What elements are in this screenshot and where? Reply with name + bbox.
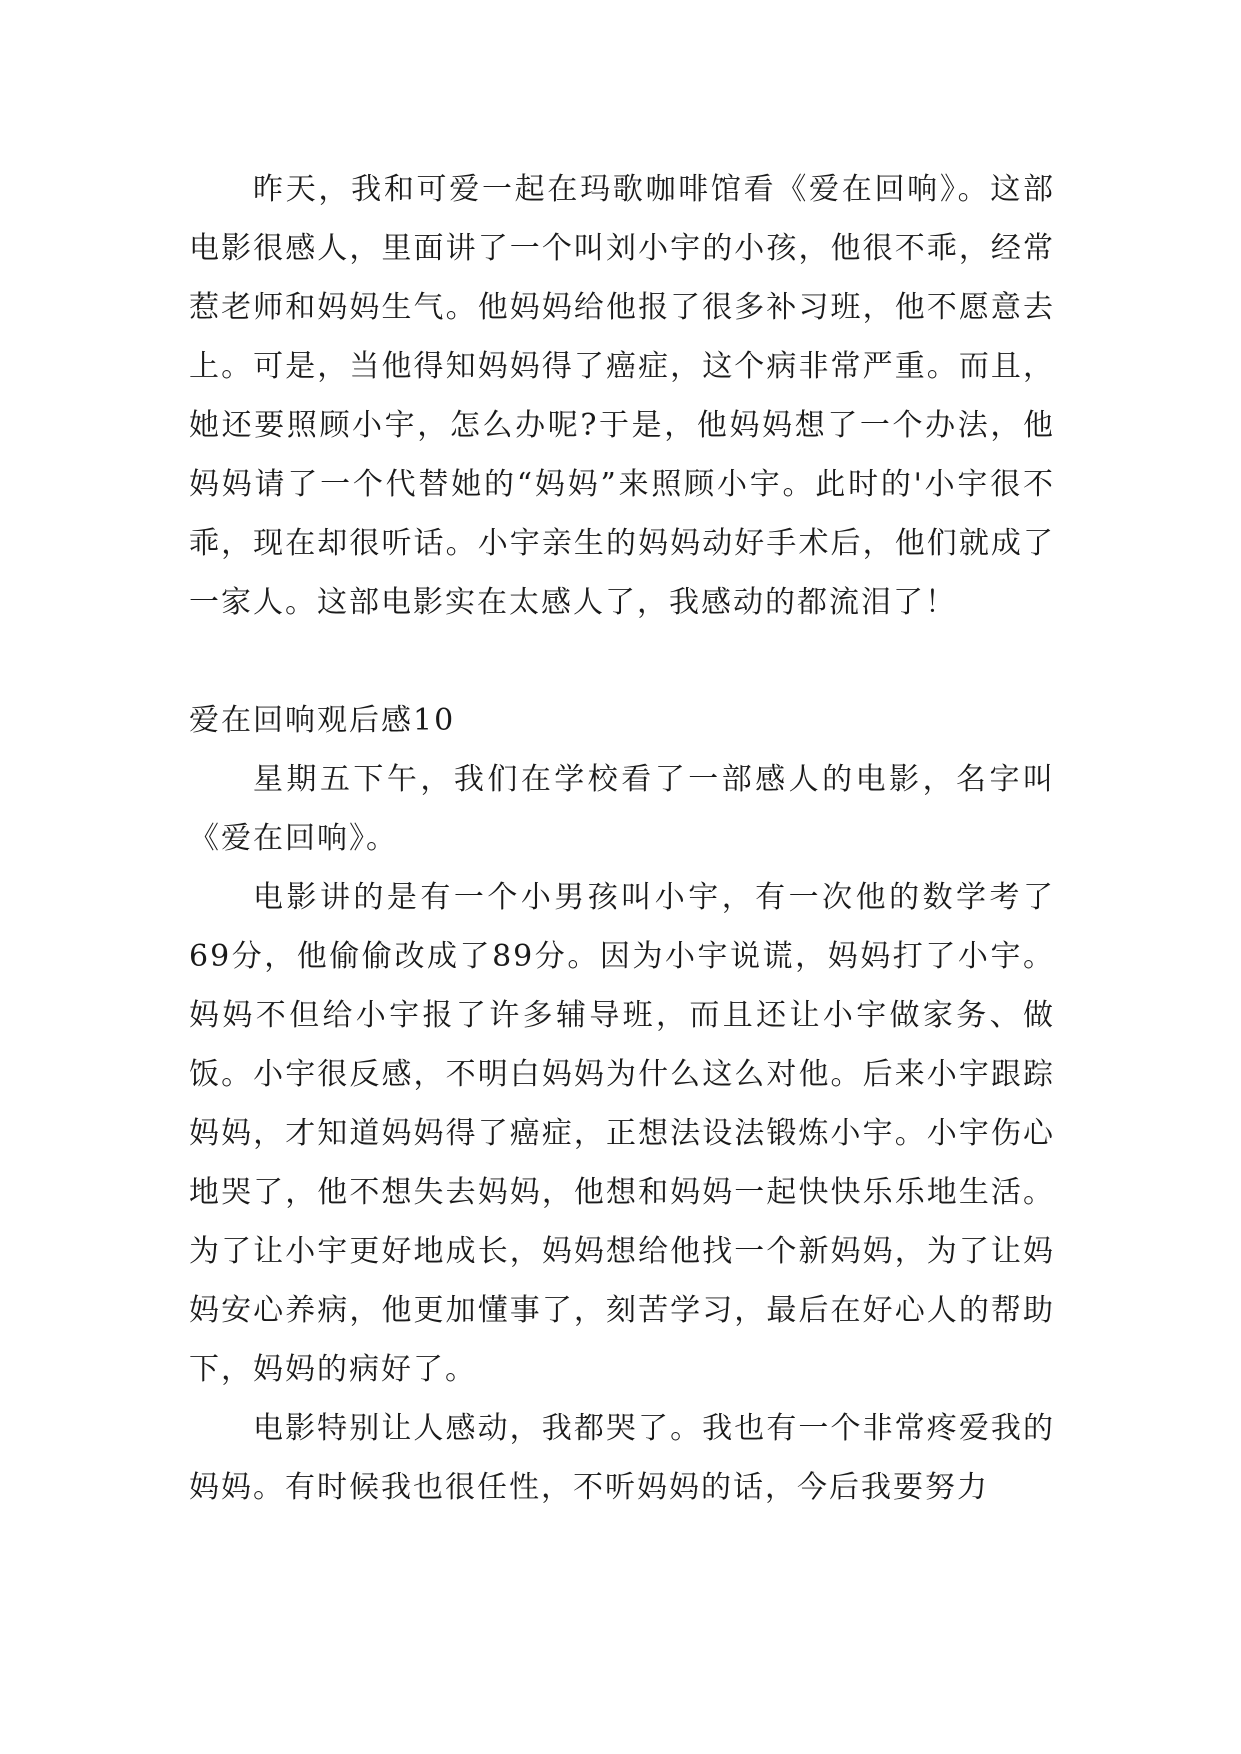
document-body <box>189 160 1055 1517</box>
paragraph-1: 昨天，我和可爱一起在玛歌咖啡馆看《爱在回响》。这部电影很感人，里面讲了一个叫刘小宇的小孩，他很不乖，经常惹老师和妈妈生气。他妈妈给他报了很多补习班，他不愿意去上。可是，当他得知妈妈得了癌症，这个病非常严重。而且，她还要照顾小宇，怎么办呢?于是，他妈妈想了一个办法，他妈妈请了一个代替她的“妈妈”来照顾小宇。此时的'小宇很不乖，现在却很听话。小宇亲生的妈妈动好手术后，他们就成了一家人。这部电影实在太感人了，我感动的都流泪了！ <box>189 172 1055 620</box>
paragraph-2: 星期五下午，我们在学校看了一部感人的电影，名字叫《爱在回响》。 <box>189 762 1055 856</box>
paragraph-4: 电影特别让人感动，我都哭了。我也有一个非常疼爱我的妈妈。有时候我也很任性，不听妈妈的话，今后我要努力 <box>189 1411 1055 1505</box>
section-heading: 爱在回响观后感10 <box>189 703 456 738</box>
paragraph-3: 电影讲的是有一个小男孩叫小宇，有一次他的数学考了69分，他偷偷改成了89分。因为小宇说谎，妈妈打了小宇。妈妈不但给小宇报了许多辅导班，而且还让小宇做家务、做饭。小宇很反感，不明白妈妈为什么这么对他。后来小宇跟踪妈妈，才知道妈妈得了癌症，正想法设法锻炼小宇。小宇伤心地哭了，他不想失去妈妈，他想和妈妈一起快快乐乐地生活。为了让小宇更好地成长，妈妈想给他找一个新妈妈，为了让妈妈安心养病，他更加懂事了，刻苦学习，最后在好心人的帮助下，妈妈的病好了。 <box>189 880 1055 1387</box>
